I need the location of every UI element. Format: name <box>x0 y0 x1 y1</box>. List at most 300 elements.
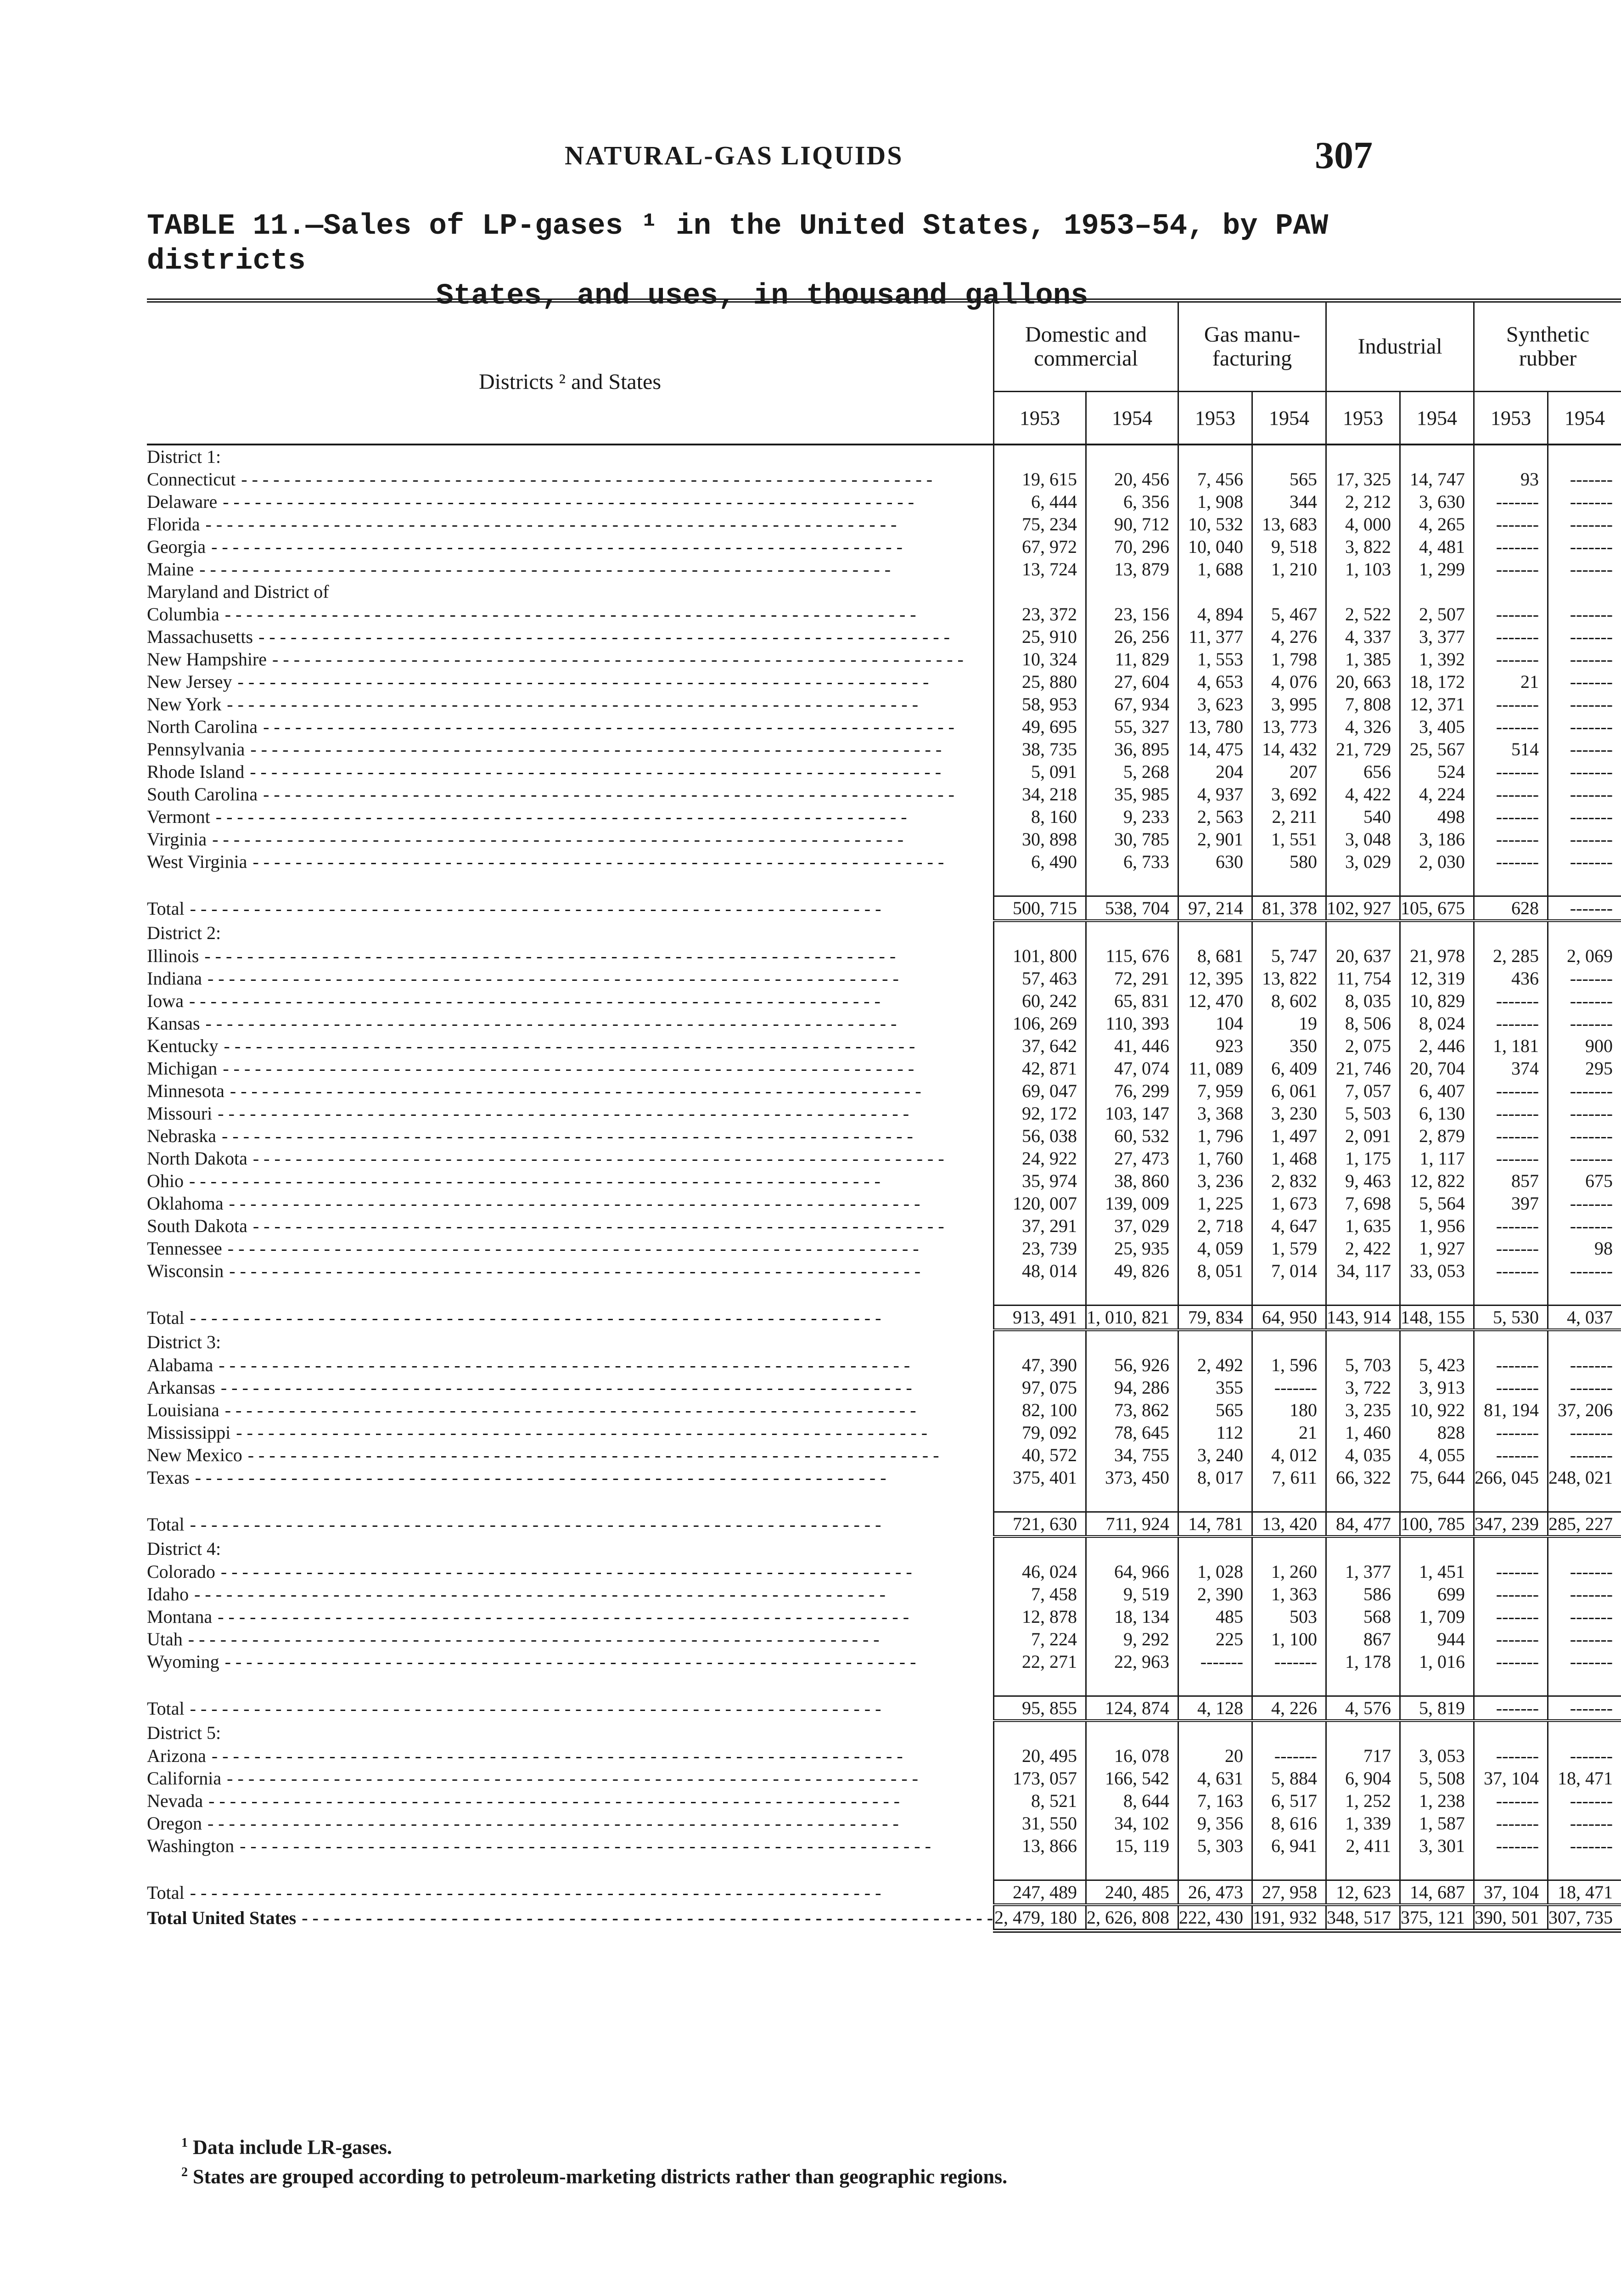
value-cell: 22, 271 <box>994 1650 1086 1673</box>
value-cell: ------- <box>1474 1696 1548 1721</box>
value-cell: 565 <box>1252 468 1326 490</box>
table-row <box>147 828 1621 850</box>
value-cell: 4, 631 <box>1178 1767 1252 1790</box>
value-cell: 47, 390 <box>994 1354 1086 1376</box>
value-cell: ------- <box>1474 850 1548 873</box>
row-label: Colorado <box>147 1561 215 1582</box>
value-cell: ------- <box>1474 1125 1548 1147</box>
value-cell: 4, 576 <box>1326 1696 1400 1721</box>
footnotes <box>181 2131 1375 2189</box>
value-cell: 3, 377 <box>1400 625 1474 648</box>
value-cell: 26, 473 <box>1178 1880 1252 1905</box>
value-cell: 8, 506 <box>1326 1012 1400 1035</box>
value-cell: 14, 781 <box>1178 1512 1252 1537</box>
value-cell: 348, 517 <box>1326 1905 1400 1931</box>
value-cell: ------- <box>1474 558 1548 580</box>
value-cell: 2, 390 <box>1178 1583 1252 1605</box>
value-cell: 72, 291 <box>1086 967 1178 990</box>
value-cell: 18, 172 <box>1400 670 1474 693</box>
value-cell: 4, 035 <box>1326 1444 1400 1466</box>
value-cell: 344 <box>1252 490 1326 513</box>
value-cell: 4, 937 <box>1178 783 1252 805</box>
value-cell: 374 <box>1474 1057 1548 1080</box>
value-cell: 711, 924 <box>1086 1512 1178 1537</box>
value-cell: 5, 703 <box>1326 1354 1400 1376</box>
value-cell: 69, 047 <box>994 1080 1086 1102</box>
value-cell: ------- <box>1252 1376 1326 1399</box>
group-header-industrial: Industrial <box>1326 301 1474 392</box>
value-cell: ------- <box>1474 1835 1548 1857</box>
row-label: Ohio <box>147 1171 184 1191</box>
value-cell: 75, 644 <box>1400 1466 1474 1489</box>
value-cell: 60, 532 <box>1086 1125 1178 1147</box>
value-cell: ------- <box>1474 760 1548 783</box>
value-cell: 81, 378 <box>1252 896 1326 921</box>
value-cell: 23, 372 <box>994 603 1086 625</box>
value-cell: 124, 874 <box>1086 1696 1178 1721</box>
value-cell: ------- <box>1548 1354 1621 1376</box>
value-cell: ------- <box>1548 693 1621 715</box>
value-cell: 12, 319 <box>1400 967 1474 990</box>
table-row <box>147 513 1621 535</box>
value-cell: 8, 024 <box>1400 1012 1474 1035</box>
value-cell: 64, 950 <box>1252 1306 1326 1330</box>
value-cell: 19, 615 <box>994 468 1086 490</box>
table-row <box>147 738 1621 760</box>
value-cell: 23, 739 <box>994 1237 1086 1260</box>
value-cell: 66, 322 <box>1326 1466 1400 1489</box>
table-row <box>147 715 1621 738</box>
value-cell: 6, 490 <box>994 850 1086 873</box>
table-row <box>147 1767 1621 1790</box>
value-cell: ------- <box>1474 1812 1548 1835</box>
table-row <box>147 468 1621 490</box>
value-cell: 2, 879 <box>1400 1125 1474 1147</box>
value-cell: ------- <box>1474 1745 1548 1767</box>
value-cell: 630 <box>1178 850 1252 873</box>
value-cell: 6, 517 <box>1252 1790 1326 1812</box>
row-label: South Carolina <box>147 784 258 805</box>
row-label: Total <box>147 1882 185 1903</box>
value-cell: ------- <box>1548 738 1621 760</box>
table-row <box>147 1605 1621 1628</box>
value-cell: 21 <box>1474 670 1548 693</box>
value-cell: 166, 542 <box>1086 1767 1178 1790</box>
value-cell: ------- <box>1474 1237 1548 1260</box>
table-row <box>147 693 1621 715</box>
year-header: 1954 <box>1086 392 1178 445</box>
value-cell: 2, 479, 180 <box>994 1905 1086 1931</box>
value-cell: 1, 497 <box>1252 1125 1326 1147</box>
value-cell: 5, 530 <box>1474 1306 1548 1330</box>
value-cell: 20, 663 <box>1326 670 1400 693</box>
value-cell: 6, 941 <box>1252 1835 1326 1857</box>
value-cell: 11, 829 <box>1086 648 1178 670</box>
value-cell: 13, 420 <box>1252 1512 1326 1537</box>
value-cell: 1, 673 <box>1252 1192 1326 1215</box>
value-cell: 900 <box>1548 1035 1621 1057</box>
value-cell: 5, 268 <box>1086 760 1178 783</box>
value-cell: 5, 564 <box>1400 1192 1474 1215</box>
value-cell: 12, 395 <box>1178 967 1252 990</box>
value-cell: 9, 463 <box>1326 1170 1400 1192</box>
table-row <box>147 1012 1621 1035</box>
value-cell: 79, 092 <box>994 1421 1086 1444</box>
value-cell: 7, 163 <box>1178 1790 1252 1812</box>
row-label: District 1: <box>147 446 221 467</box>
value-cell: 5, 467 <box>1252 603 1326 625</box>
value-cell: 1, 238 <box>1400 1790 1474 1812</box>
value-cell: 47, 074 <box>1086 1057 1178 1080</box>
value-cell: 514 <box>1474 738 1548 760</box>
value-cell: 5, 423 <box>1400 1354 1474 1376</box>
value-cell: 1, 260 <box>1252 1560 1326 1583</box>
value-cell: 21, 746 <box>1326 1057 1400 1080</box>
value-cell: 397 <box>1474 1192 1548 1215</box>
value-cell: 41, 446 <box>1086 1035 1178 1057</box>
value-cell: ------- <box>1252 1745 1326 1767</box>
year-header: 1954 <box>1400 392 1474 445</box>
value-cell: 13, 866 <box>994 1835 1086 1857</box>
value-cell: 500, 715 <box>994 896 1086 921</box>
value-cell: 191, 932 <box>1252 1905 1326 1931</box>
value-cell: 58, 953 <box>994 693 1086 715</box>
value-cell: 828 <box>1400 1421 1474 1444</box>
value-cell: 4, 894 <box>1178 603 1252 625</box>
value-cell: 25, 910 <box>994 625 1086 648</box>
value-cell: ------- <box>1474 625 1548 648</box>
value-cell: ------- <box>1548 558 1621 580</box>
value-cell: 34, 102 <box>1086 1812 1178 1835</box>
value-cell: 21, 729 <box>1326 738 1400 760</box>
value-cell: 6, 356 <box>1086 490 1178 513</box>
row-label: Total United States <box>147 1907 297 1928</box>
table-row <box>147 1444 1621 1466</box>
value-cell: 11, 089 <box>1178 1057 1252 1080</box>
value-cell: 3, 368 <box>1178 1102 1252 1125</box>
value-cell: 75, 234 <box>994 513 1086 535</box>
table-row <box>147 1035 1621 1057</box>
value-cell: 25, 880 <box>994 670 1086 693</box>
table-row <box>147 1125 1621 1147</box>
value-cell: 35, 974 <box>994 1170 1086 1192</box>
value-cell: 15, 119 <box>1086 1835 1178 1857</box>
row-label: West Virginia <box>147 851 247 872</box>
value-cell: ------- <box>1548 513 1621 535</box>
value-cell: 347, 239 <box>1474 1512 1548 1537</box>
row-label: Mississippi <box>147 1422 231 1443</box>
value-cell: 173, 057 <box>994 1767 1086 1790</box>
value-cell: 21, 978 <box>1400 945 1474 967</box>
value-cell: 5, 747 <box>1252 945 1326 967</box>
value-cell: 8, 160 <box>994 805 1086 828</box>
value-cell: 95, 855 <box>994 1696 1086 1721</box>
table-row <box>147 1192 1621 1215</box>
value-cell: 3, 240 <box>1178 1444 1252 1466</box>
value-cell: 180 <box>1252 1399 1326 1421</box>
value-cell: 27, 604 <box>1086 670 1178 693</box>
value-cell: 307, 735 <box>1548 1905 1621 1931</box>
value-cell: ------- <box>1474 603 1548 625</box>
table-row <box>147 1583 1621 1605</box>
value-cell: ------- <box>1548 1192 1621 1215</box>
value-cell: 1, 587 <box>1400 1812 1474 1835</box>
value-cell: 2, 832 <box>1252 1170 1326 1192</box>
value-cell: 94, 286 <box>1086 1376 1178 1399</box>
value-cell: 1, 252 <box>1326 1790 1400 1812</box>
value-cell: 105, 675 <box>1400 896 1474 921</box>
value-cell: ------- <box>1474 513 1548 535</box>
value-cell: 375, 121 <box>1400 1905 1474 1931</box>
value-cell: 93 <box>1474 468 1548 490</box>
row-label: Nevada <box>147 1790 203 1811</box>
value-cell: ------- <box>1548 468 1621 490</box>
table-row <box>147 1170 1621 1192</box>
value-cell: 4, 012 <box>1252 1444 1326 1466</box>
value-cell: 143, 914 <box>1326 1306 1400 1330</box>
value-cell: ------- <box>1548 1125 1621 1147</box>
value-cell: 82, 100 <box>994 1399 1086 1421</box>
value-cell: 1, 635 <box>1326 1215 1400 1237</box>
value-cell: 1, 103 <box>1326 558 1400 580</box>
value-cell: 1, 709 <box>1400 1605 1474 1628</box>
row-label: Rhode Island <box>147 761 245 782</box>
value-cell: 78, 645 <box>1086 1421 1178 1444</box>
value-cell: 26, 256 <box>1086 625 1178 648</box>
value-cell: 4, 326 <box>1326 715 1400 738</box>
value-cell: ------- <box>1474 648 1548 670</box>
value-cell: 4, 128 <box>1178 1696 1252 1721</box>
value-cell: 1, 579 <box>1252 1237 1326 1260</box>
table-row <box>147 670 1621 693</box>
row-label: Texas <box>147 1467 190 1488</box>
row-label: Iowa <box>147 990 184 1011</box>
value-cell: 12, 878 <box>994 1605 1086 1628</box>
value-cell: 9, 519 <box>1086 1583 1178 1605</box>
footnote: $^1$ Data include LR-gases. <box>181 2136 392 2159</box>
value-cell: ------- <box>1474 1102 1548 1125</box>
value-cell: 7, 959 <box>1178 1080 1252 1102</box>
value-cell: 49, 826 <box>1086 1260 1178 1282</box>
value-cell: 34, 755 <box>1086 1444 1178 1466</box>
value-cell: ------- <box>1474 783 1548 805</box>
value-cell: 675 <box>1548 1170 1621 1192</box>
value-cell: ------- <box>1474 715 1548 738</box>
value-cell: 538, 704 <box>1086 896 1178 921</box>
value-cell: ------- <box>1474 490 1548 513</box>
value-cell: 4, 055 <box>1400 1444 1474 1466</box>
value-cell: 1, 178 <box>1326 1650 1400 1673</box>
table-row <box>147 945 1621 967</box>
value-cell: 13, 683 <box>1252 513 1326 535</box>
value-cell: ------- <box>1474 535 1548 558</box>
value-cell: 37, 206 <box>1548 1399 1621 1421</box>
table-row <box>147 558 1621 580</box>
district-header-row <box>147 1536 1621 1560</box>
row-label: Illinois <box>147 945 199 966</box>
value-cell: 1, 798 <box>1252 648 1326 670</box>
value-cell: ------- <box>1548 1605 1621 1628</box>
value-cell: ------- <box>1548 1812 1621 1835</box>
row-label: Idaho <box>147 1584 189 1604</box>
table-row <box>147 1237 1621 1260</box>
table-row <box>147 625 1621 648</box>
row-label: Wyoming <box>147 1651 219 1672</box>
value-cell: 30, 785 <box>1086 828 1178 850</box>
value-cell: 2, 492 <box>1178 1354 1252 1376</box>
value-cell: 97, 214 <box>1178 896 1252 921</box>
value-cell: 3, 230 <box>1252 1102 1326 1125</box>
value-cell: 3, 913 <box>1400 1376 1474 1399</box>
value-cell: 6, 407 <box>1400 1080 1474 1102</box>
value-cell: 37, 642 <box>994 1035 1086 1057</box>
row-label: Nebraska <box>147 1125 217 1146</box>
value-cell: 1, 908 <box>1178 490 1252 513</box>
row-label: Total <box>147 1698 185 1719</box>
year-header: 1954 <box>1252 392 1326 445</box>
value-cell: 3, 186 <box>1400 828 1474 850</box>
table-row <box>147 1628 1621 1650</box>
value-cell: 565 <box>1178 1399 1252 1421</box>
value-cell: 373, 450 <box>1086 1466 1178 1489</box>
value-cell: 7, 808 <box>1326 693 1400 715</box>
table-row <box>147 1147 1621 1170</box>
district-header-row <box>147 1721 1621 1745</box>
value-cell: 65, 831 <box>1086 990 1178 1012</box>
value-cell: 10, 324 <box>994 648 1086 670</box>
value-cell: 699 <box>1400 1583 1474 1605</box>
table-row <box>147 1354 1621 1376</box>
value-cell: 5, 503 <box>1326 1102 1400 1125</box>
value-cell: 1, 688 <box>1178 558 1252 580</box>
group-header-gas-manufacturing: Gas manu-facturing <box>1178 301 1326 392</box>
row-label: Washington <box>147 1835 235 1856</box>
value-cell: 628 <box>1474 896 1548 921</box>
table-caption <box>147 209 1377 314</box>
value-cell: 14, 687 <box>1400 1880 1474 1905</box>
value-cell: ------- <box>1548 760 1621 783</box>
value-cell: 285, 227 <box>1548 1512 1621 1537</box>
value-cell: 35, 985 <box>1086 783 1178 805</box>
value-cell: 100, 785 <box>1400 1512 1474 1537</box>
sales-table <box>147 298 1621 1933</box>
value-cell: 3, 301 <box>1400 1835 1474 1857</box>
row-label: Vermont <box>147 806 210 827</box>
district-header-row <box>147 1330 1621 1354</box>
value-cell: 9, 292 <box>1086 1628 1178 1650</box>
table-row <box>147 1399 1621 1421</box>
value-cell: 8, 051 <box>1178 1260 1252 1282</box>
table-row <box>147 760 1621 783</box>
district-total-row <box>147 1880 1621 1905</box>
value-cell: ------- <box>1548 715 1621 738</box>
value-cell: 23, 156 <box>1086 603 1178 625</box>
value-cell: ------- <box>1474 1376 1548 1399</box>
value-cell: 436 <box>1474 967 1548 990</box>
value-cell: 2, 285 <box>1474 945 1548 967</box>
table-row <box>147 603 1621 625</box>
value-cell: 1, 796 <box>1178 1125 1252 1147</box>
value-cell: ------- <box>1548 967 1621 990</box>
district-total-row <box>147 1512 1621 1537</box>
value-cell: 3, 623 <box>1178 693 1252 715</box>
value-cell: 10, 040 <box>1178 535 1252 558</box>
value-cell: 4, 337 <box>1326 625 1400 648</box>
value-cell: 1, 956 <box>1400 1215 1474 1237</box>
value-cell: 7, 611 <box>1252 1466 1326 1489</box>
value-cell: 4, 653 <box>1178 670 1252 693</box>
value-cell: 24, 922 <box>994 1147 1086 1170</box>
value-cell: 13, 879 <box>1086 558 1178 580</box>
value-cell: 18, 471 <box>1548 1880 1621 1905</box>
value-cell: 2, 718 <box>1178 1215 1252 1237</box>
value-cell: 4, 422 <box>1326 783 1400 805</box>
row-label: Arkansas <box>147 1377 215 1398</box>
value-cell: ------- <box>1548 828 1621 850</box>
value-cell: 98 <box>1548 1237 1621 1260</box>
district-total-row <box>147 1696 1621 1721</box>
district-header-row <box>147 445 1621 468</box>
year-header: 1954 <box>1548 392 1621 445</box>
row-label: North Carolina <box>147 716 258 737</box>
value-cell: ------- <box>1548 1790 1621 1812</box>
value-cell: 240, 485 <box>1086 1880 1178 1905</box>
value-cell: 16, 078 <box>1086 1745 1178 1767</box>
value-cell: 4, 037 <box>1548 1306 1621 1330</box>
value-cell: 721, 630 <box>994 1512 1086 1537</box>
value-cell: 106, 269 <box>994 1012 1086 1035</box>
value-cell: 13, 773 <box>1252 715 1326 738</box>
row-label: Total <box>147 1307 185 1328</box>
value-cell: 67, 972 <box>994 535 1086 558</box>
value-cell: 2, 030 <box>1400 850 1474 873</box>
value-cell: 4, 276 <box>1252 625 1326 648</box>
value-cell: 8, 616 <box>1252 1812 1326 1835</box>
value-cell: 34, 117 <box>1326 1260 1400 1282</box>
value-cell: 1, 451 <box>1400 1560 1474 1583</box>
value-cell: 7, 224 <box>994 1628 1086 1650</box>
table-row <box>147 490 1621 513</box>
value-cell: 49, 695 <box>994 715 1086 738</box>
row-label: New Jersey <box>147 671 232 692</box>
value-cell: ------- <box>1548 1012 1621 1035</box>
row-label: Massachusetts <box>147 626 253 647</box>
value-cell: 4, 647 <box>1252 1215 1326 1237</box>
table-row <box>147 1102 1621 1125</box>
value-cell: 1, 181 <box>1474 1035 1548 1057</box>
value-cell: 3, 048 <box>1326 828 1400 850</box>
value-cell: 9, 518 <box>1252 535 1326 558</box>
value-cell: 103, 147 <box>1086 1102 1178 1125</box>
value-cell: 204 <box>1178 760 1252 783</box>
value-cell: 913, 491 <box>994 1306 1086 1330</box>
value-cell: 944 <box>1400 1628 1474 1650</box>
value-cell: 5, 819 <box>1400 1696 1474 1721</box>
row-label: Oregon <box>147 1813 202 1834</box>
table-row <box>147 1650 1621 1673</box>
table-row <box>147 648 1621 670</box>
value-cell: ------- <box>1548 625 1621 648</box>
value-cell: 3, 236 <box>1178 1170 1252 1192</box>
value-cell: 540 <box>1326 805 1400 828</box>
value-cell: ------- <box>1548 805 1621 828</box>
table-row <box>147 990 1621 1012</box>
value-cell: 81, 194 <box>1474 1399 1548 1421</box>
value-cell: 1, 553 <box>1178 648 1252 670</box>
running-head: NATURAL-GAS LIQUIDS <box>565 141 903 170</box>
value-cell: 13, 822 <box>1252 967 1326 990</box>
value-cell: 10, 922 <box>1400 1399 1474 1421</box>
